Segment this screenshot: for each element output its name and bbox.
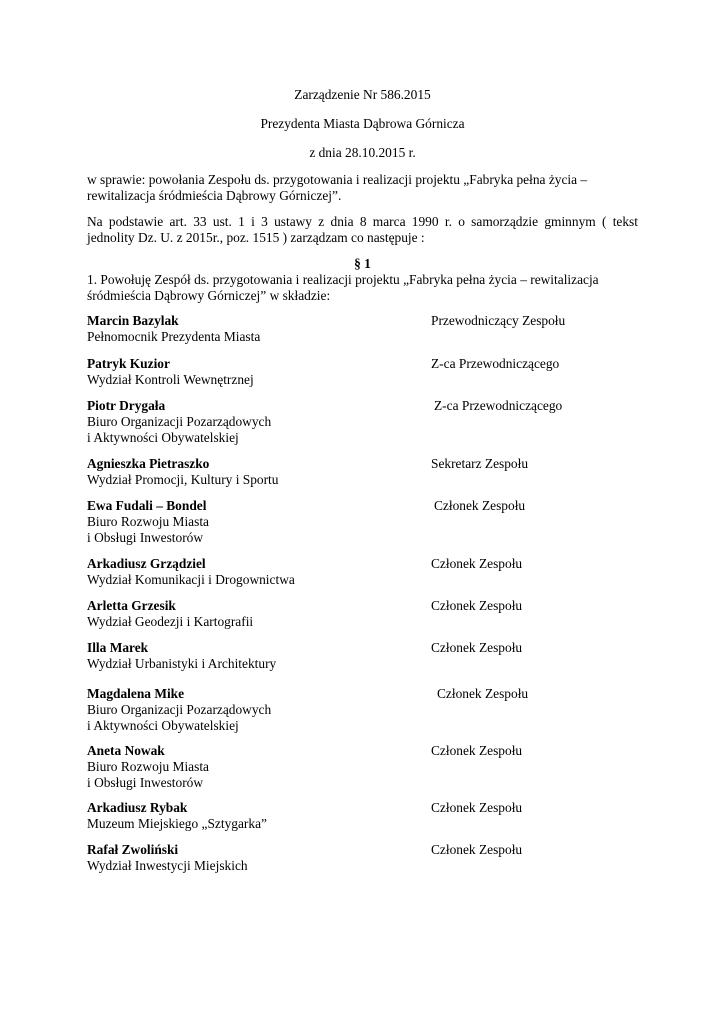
member-role: Członek Zespołu [431, 800, 523, 815]
member-entry [87, 598, 647, 630]
member-name: Piotr Drygała [87, 398, 166, 413]
member-department: Pełnomocnik Prezydenta Miasta [87, 329, 261, 344]
member-name: Arkadiusz Rybak [87, 800, 188, 815]
member-department: Wydział Geodezji i Kartografii [87, 614, 254, 629]
member-department: Biuro Rozwoju Miasta [87, 514, 209, 529]
member-entry [87, 398, 647, 446]
member-name: Magdalena Mike [87, 686, 185, 701]
member-department: i Aktywności Obywatelskiej [87, 718, 239, 733]
member-name: Marcin Bazylak [87, 313, 179, 328]
document-title: Zarządzenie Nr 586.2015 [294, 87, 431, 102]
member-department: Biuro Organizacji Pozarządowych [87, 414, 272, 429]
member-name: Arkadiusz Grządziel [87, 556, 206, 571]
member-entry [87, 356, 647, 388]
member-role: Przewodniczący Zespołu [431, 313, 566, 328]
member-role: Członek Zespołu [431, 743, 523, 758]
member-entry [87, 800, 647, 832]
member-department: i Obsługi Inwestorów [87, 530, 204, 545]
member-department: Wydział Komunikacji i Drogownictwa [87, 572, 295, 587]
member-name: Patryk Kuzior [87, 356, 170, 371]
member-department: Wydział Urbanistyki i Architektury [87, 656, 277, 671]
member-role: Członek Zespołu [431, 598, 523, 613]
member-role: Członek Zespołu [431, 556, 523, 571]
member-department: i Obsługi Inwestorów [87, 775, 204, 790]
member-entry [87, 640, 647, 672]
member-name: Aneta Nowak [87, 743, 165, 758]
member-name: Rafał Zwoliński [87, 842, 179, 857]
section-text-line-1: 1. Powołuję Zespół ds. przygotowania i realizacji projektu „Fabryka pełna życia – rewitalizacja [87, 272, 599, 287]
member-department: i Aktywności Obywatelskiej [87, 430, 239, 445]
member-department: Biuro Organizacji Pozarządowych [87, 702, 272, 717]
document-date: z dnia 28.10.2015 r. [309, 145, 416, 160]
member-role: Członek Zespołu [434, 498, 526, 513]
member-entry [87, 313, 647, 345]
member-role: Z-ca Przewodniczącego [431, 356, 560, 371]
member-entry [87, 842, 647, 874]
member-name: Illa Marek [87, 640, 149, 655]
member-role: Sekretarz Zespołu [431, 456, 529, 471]
member-role: Członek Zespołu [437, 686, 529, 701]
member-department: Wydział Kontroli Wewnętrznej [87, 372, 254, 387]
member-role: Członek Zespołu [431, 842, 523, 857]
member-name: Agnieszka Pietraszko [87, 456, 210, 471]
member-role: Z-ca Przewodniczącego [434, 398, 563, 413]
legal-basis-line-2: jednolity Dz. U. z 2015r., poz. 1515 ) zarządzam co następuje : [87, 230, 425, 245]
member-entry [87, 686, 647, 734]
member-name: Ewa Fudali – Bondel [87, 498, 207, 513]
member-entry [87, 556, 647, 588]
member-department: Muzeum Miejskiego „Sztygarka” [87, 816, 267, 831]
member-role: Członek Zespołu [431, 640, 523, 655]
legal-basis-line-1: Na podstawie art. 33 ust. 1 i 3 ustawy z dnia 8 marca 1990 r. o samorządzie gminnym ( tekst [87, 214, 638, 229]
section-mark: § 1 [354, 256, 371, 271]
member-department: Biuro Rozwoju Miasta [87, 759, 209, 774]
document-issuer: Prezydenta Miasta Dąbrowa Górnicza [260, 116, 465, 131]
member-entry [87, 743, 647, 791]
subject-line-2: rewitalizacja śródmieścia Dąbrowy Górniczej”. [87, 188, 342, 203]
member-department: Wydział Promocji, Kultury i Sportu [87, 472, 279, 487]
member-entry [87, 456, 647, 488]
member-entry [87, 498, 647, 546]
member-name: Arletta Grzesik [87, 598, 176, 613]
member-department: Wydział Inwestycji Miejskich [87, 858, 248, 873]
subject-line-1: w sprawie: powołania Zespołu ds. przygotowania i realizacji projektu „Fabryka pełna życia – [87, 172, 588, 187]
section-text-line-2: śródmieścia Dąbrowy Górniczej” w składzie: [87, 288, 331, 303]
